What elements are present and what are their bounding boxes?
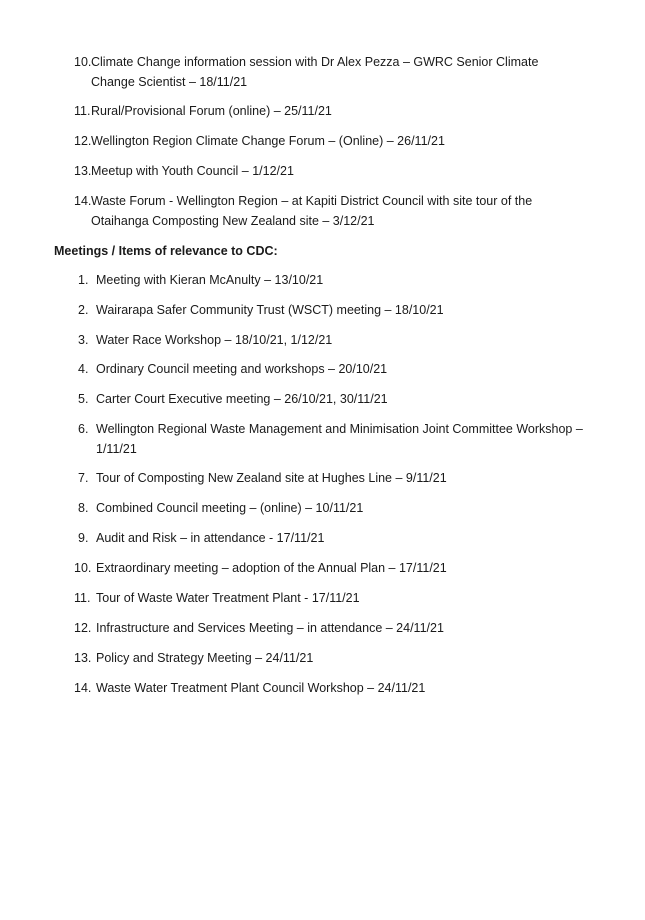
- list-item-number: 1.: [78, 273, 89, 287]
- list-item-number: 8.: [78, 501, 89, 515]
- list-item-number: 14.: [74, 681, 92, 695]
- section-heading: Meetings / Items of relevance to CDC:: [54, 244, 278, 258]
- list-item-text: Waste Water Treatment Plant Council Workshop – 24/11/21: [96, 681, 426, 695]
- list-item-text: Climate Change information session with Dr Alex Pezza – GWRC Senior Climate Change Scientist – 18/11/21: [91, 55, 539, 89]
- list-item-text: Meeting with Kieran McAnulty – 13/10/21: [96, 273, 324, 287]
- list-item-text: Audit and Risk – in attendance - 17/11/21: [96, 531, 325, 545]
- list-item-text: Extraordinary meeting – adoption of the Annual Plan – 17/11/21: [96, 561, 447, 575]
- list-item-text: Meetup with Youth Council – 1/12/21: [91, 164, 294, 178]
- list-item-number: 13.: [74, 164, 92, 178]
- list-item-number: 12.: [74, 134, 92, 148]
- list-item-text: Tour of Composting New Zealand site at Hughes Line – 9/11/21: [96, 471, 447, 485]
- list-item-text: Wellington Region Climate Change Forum – (Online) – 26/11/21: [91, 134, 445, 148]
- list-item-number: 4.: [78, 362, 89, 376]
- list-item-number: 5.: [78, 392, 89, 406]
- list-item-text: Combined Council meeting – (online) – 10/11/21: [96, 501, 364, 515]
- list-item-number: 6.: [78, 422, 89, 436]
- list-item-number: 11.: [74, 591, 91, 605]
- list-item-number: 2.: [78, 303, 89, 317]
- list-item-text: Infrastructure and Services Meeting – in attendance – 24/11/21: [96, 621, 444, 635]
- list-item-number: 13.: [74, 651, 92, 665]
- list-item-text: Wellington Regional Waste Management and Minimisation Joint Committee Workshop – 1/11/21: [96, 422, 583, 456]
- list-item-number: 10.: [74, 55, 92, 69]
- list-item-text: Rural/Provisional Forum (online) – 25/11/21: [91, 104, 332, 118]
- list-item-text: Waste Forum - Wellington Region – at Kapiti District Council with site tour of the Otaihanga Composting New Zealand site – 3/12/21: [91, 194, 533, 228]
- list-item-text: Water Race Workshop – 18/10/21, 1/12/21: [96, 333, 333, 347]
- list-item-text: Tour of Waste Water Treatment Plant - 17/11/21: [96, 591, 360, 605]
- list-item-number: 11.: [74, 104, 91, 118]
- list-item-number: 10.: [74, 561, 92, 575]
- list-item-number: 3.: [78, 333, 89, 347]
- list-item-number: 12.: [74, 621, 92, 635]
- list-item-number: 9.: [78, 531, 89, 545]
- list-item-number: 7.: [78, 471, 89, 485]
- list-item-number: 14.: [74, 194, 92, 208]
- list-item-text: Policy and Strategy Meeting – 24/11/21: [96, 651, 314, 665]
- list-item-text: Ordinary Council meeting and workshops – 20/10/21: [96, 362, 388, 376]
- list-item-text: Wairarapa Safer Community Trust (WSCT) meeting – 18/10/21: [96, 303, 444, 317]
- list-item-text: Carter Court Executive meeting – 26/10/21, 30/11/21: [96, 392, 388, 406]
